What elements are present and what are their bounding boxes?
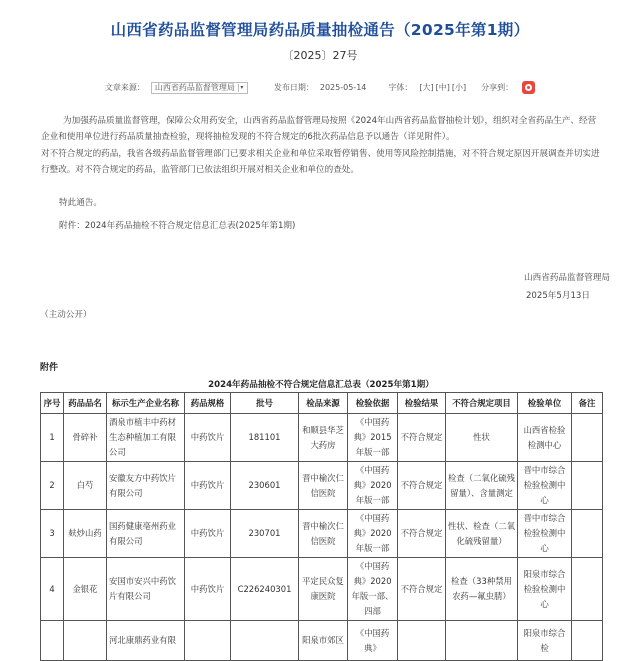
- nonconforming-drugs-table: [40, 392, 603, 661]
- column-header: 药品品名: [64, 393, 107, 414]
- date-label: 发布日期：: [273, 83, 314, 92]
- cell-unit: 阳泉市综合检验检测中心: [518, 558, 572, 621]
- font-size-label: 字体：: [388, 83, 413, 92]
- cell-spec: 中药饮片: [185, 558, 231, 621]
- column-header: 检验结果: [398, 393, 446, 414]
- table-row: [41, 621, 603, 661]
- cell-name: 白芍: [64, 462, 107, 510]
- column-header: 检验依据: [348, 393, 398, 414]
- document-number: 〔2025〕27号: [282, 49, 358, 62]
- cell-maker: 酒泉市植丰中药材生态种植加工有限公司: [107, 414, 185, 462]
- cell-item: 性状、检查（二氧化硫残留量）: [446, 510, 518, 558]
- weibo-icon[interactable]: [522, 81, 535, 94]
- column-header: 检验单位: [518, 393, 572, 414]
- disclosure-note: （主动公开）: [40, 310, 92, 320]
- cell-result: [398, 621, 446, 661]
- table-row: [41, 414, 603, 462]
- publish-date: 2025-05-14: [319, 83, 367, 92]
- cell-maker: 国药健康亳州药业有限公司: [107, 510, 185, 558]
- cell-source: 晋中榆次仁信医院: [299, 510, 348, 558]
- cell-note: [572, 558, 603, 621]
- intro-paragraph: 为加强药品质量监督管理，保障公众用药安全，山西省药品监督管理局按照《2024年山西省药品监督抽检计划》，组织对全省药品生产、经营企业和使用单位进行药品质量抽查检验，现将抽检发现的不符合规定的6批次药品信息予以通告（详见附件）。: [41, 116, 597, 142]
- font-large-button[interactable]: [大]: [419, 83, 434, 92]
- cell-source: 阳泉市郊区: [299, 621, 348, 661]
- cell-spec: 中药饮片: [185, 462, 231, 510]
- cell-batch: 230701: [231, 510, 299, 558]
- cell-name: 金银花: [64, 558, 107, 621]
- source-select[interactable]: [151, 82, 248, 94]
- column-header: 批号: [231, 393, 299, 414]
- cell-spec: 中药饮片: [185, 510, 231, 558]
- dropdown-icon: ▾: [238, 84, 245, 92]
- font-small-button[interactable]: [小]: [451, 83, 467, 92]
- signature-date: 2025年5月13日: [525, 291, 590, 301]
- cell-result: 不符合规定: [398, 414, 446, 462]
- font-medium-button[interactable]: [中]: [435, 83, 450, 92]
- cell-basis: 《中国药典》2020年版一部: [348, 510, 398, 558]
- cell-note: [572, 510, 603, 558]
- column-header: 不符合规定项目: [446, 393, 518, 414]
- cell-note: [572, 621, 603, 661]
- cell-item: 检查（二氧化硫残留量）、含量测定: [446, 462, 518, 510]
- cell-note: [572, 462, 603, 510]
- cell-result: 不符合规定: [398, 462, 446, 510]
- cell-name: 骨碎补: [64, 414, 107, 462]
- cell-source: 和顺县华芝大药房: [299, 414, 348, 462]
- cell-batch: 181101: [231, 414, 299, 462]
- cell-basis: 《中国药典》2020年版一部、四部: [348, 558, 398, 621]
- cell-maker: 安徽友方中药饮片有限公司: [107, 462, 185, 510]
- font-size-switcher: [418, 82, 467, 93]
- cell-no: 4: [41, 558, 64, 621]
- cell-item: [446, 621, 518, 661]
- table-title: 2024年药品抽检不符合规定信息汇总表（2025年第1期）: [208, 380, 434, 390]
- column-header: 标示生产企业名称: [107, 393, 185, 414]
- column-header: 药品规格: [185, 393, 231, 414]
- cell-batch: 230601: [231, 462, 299, 510]
- column-header: 序号: [41, 393, 64, 414]
- cell-spec: [185, 621, 231, 661]
- table-header-row: [41, 393, 603, 414]
- cell-maker: 安国市安兴中药饮片有限公司: [107, 558, 185, 621]
- cell-item: 检查（33种禁用农药—氟虫腈）: [446, 558, 518, 621]
- cell-basis: 《中国药典》2020年版一部: [348, 462, 398, 510]
- column-header: 检品来源: [299, 393, 348, 414]
- source-label: 文章来源：: [104, 83, 145, 92]
- column-header: 备注: [572, 393, 603, 414]
- cell-name: 麸炒山药: [64, 510, 107, 558]
- closing-paragraph: 特此通告。: [59, 198, 102, 208]
- table-row: [41, 510, 603, 558]
- cell-source: 平定民众复康医院: [299, 558, 348, 621]
- article-meta-bar: [0, 81, 640, 94]
- cell-result: 不符合规定: [398, 558, 446, 621]
- share-label: 分享到：: [481, 83, 514, 92]
- page-title: 山西省药品监督管理局药品质量抽检通告（2025年第1期）: [110, 21, 530, 39]
- cell-unit: 晋中市综合检验检测中心: [518, 462, 572, 510]
- source-value: 山西省药品监督管理局: [154, 83, 235, 92]
- cell-note: [572, 414, 603, 462]
- signature-org: 山西省药品监督管理局: [524, 273, 610, 283]
- cell-unit: 晋中市综合检验检测中心: [518, 510, 572, 558]
- cell-no: 3: [41, 510, 64, 558]
- cell-no: 2: [41, 462, 64, 510]
- cell-maker: 河北康鼎药业有限: [107, 621, 185, 661]
- cell-item: 性状: [446, 414, 518, 462]
- table-row: [41, 558, 603, 621]
- cell-batch: C226240301: [231, 558, 299, 621]
- cell-basis: 《中国药典》2015年版一部: [348, 414, 398, 462]
- cell-spec: 中药饮片: [185, 414, 231, 462]
- cell-source: 晋中榆次仁信医院: [299, 462, 348, 510]
- cell-basis: 《中国药典》: [348, 621, 398, 661]
- attachment-link[interactable]: 附件：2024年药品抽检不符合规定信息汇总表(2025年第1期): [59, 221, 296, 231]
- cell-no: [41, 621, 64, 661]
- cell-batch: [231, 621, 299, 661]
- table-row: [41, 462, 603, 510]
- cell-unit: 山西省检验检测中心: [518, 414, 572, 462]
- cell-no: 1: [41, 414, 64, 462]
- annex-label: 附件: [40, 363, 59, 373]
- cell-unit: 阳泉市综合检: [518, 621, 572, 661]
- cell-result: 不符合规定: [398, 510, 446, 558]
- cell-name: [64, 621, 107, 661]
- measures-paragraph: 对不符合规定的药品，我省各级药品监督管理部门已要求相关企业和单位采取暂停销售、使用等风险控制措施，对不符合规定原因开展调查并切实进行整改。对不符合规定的药品，监管部门已依法组织开展对相关企业和单位的查处。: [41, 149, 600, 175]
